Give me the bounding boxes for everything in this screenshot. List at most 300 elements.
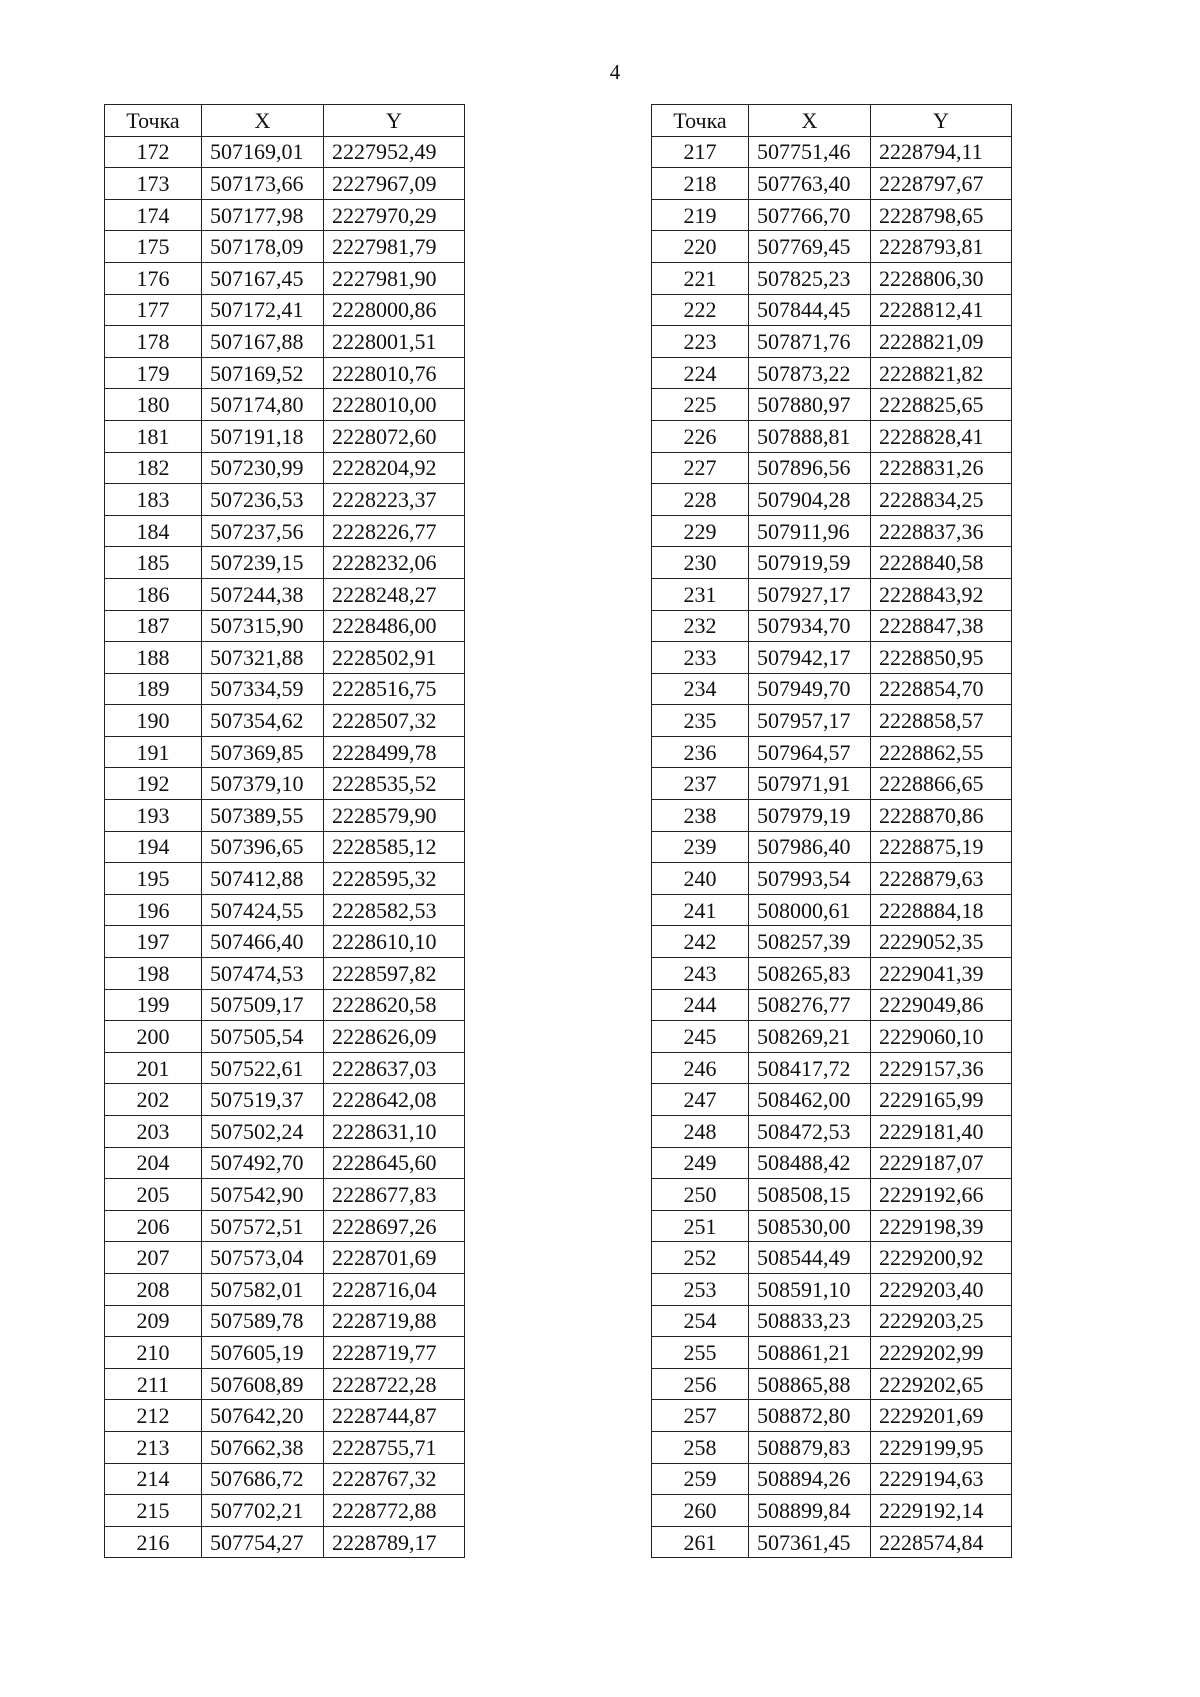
point-cell: 243 [652,958,749,990]
x-cell: 507825,23 [749,262,871,294]
table-row [105,515,465,547]
table-row [105,673,465,705]
x-cell: 507389,55 [202,800,324,832]
table-row [652,1242,1012,1274]
table-row [652,1463,1012,1495]
table-row [105,1179,465,1211]
x-cell: 507354,62 [202,705,324,737]
table-row [105,958,465,990]
x-cell: 507911,96 [749,515,871,547]
y-cell: 2228697,26 [324,1210,465,1242]
point-cell: 252 [652,1242,749,1274]
x-cell: 507522,61 [202,1052,324,1084]
point-cell: 196 [105,894,202,926]
point-cell: 236 [652,736,749,768]
table-row [652,673,1012,705]
x-cell: 507608,89 [202,1368,324,1400]
column-header-y: Y [871,105,1012,137]
x-cell: 507957,17 [749,705,871,737]
point-cell: 177 [105,294,202,326]
table-row [652,1305,1012,1337]
y-cell: 2227952,49 [324,136,465,168]
y-cell: 2228642,08 [324,1084,465,1116]
x-cell: 507244,38 [202,578,324,610]
x-cell: 507361,45 [749,1526,871,1558]
y-cell: 2228837,36 [871,515,1012,547]
y-cell: 2229198,39 [871,1210,1012,1242]
x-cell: 508833,23 [749,1305,871,1337]
x-cell: 507466,40 [202,926,324,958]
point-cell: 172 [105,136,202,168]
x-cell: 507605,19 [202,1337,324,1369]
x-cell: 507315,90 [202,610,324,642]
table-row [105,1052,465,1084]
x-cell: 507919,59 [749,547,871,579]
table-row [105,1400,465,1432]
y-cell: 2229201,69 [871,1400,1012,1432]
y-cell: 2228223,37 [324,484,465,516]
point-cell: 247 [652,1084,749,1116]
table-row [105,389,465,421]
point-cell: 195 [105,863,202,895]
table-row [105,1431,465,1463]
table-row [105,736,465,768]
x-cell: 507572,51 [202,1210,324,1242]
point-cell: 218 [652,168,749,200]
column-header-point: Точка [652,105,749,137]
table-row [652,1116,1012,1148]
y-cell: 2228072,60 [324,420,465,452]
x-cell: 507871,76 [749,326,871,358]
y-cell: 2228507,32 [324,705,465,737]
table-row [652,705,1012,737]
y-cell: 2228010,00 [324,389,465,421]
point-cell: 234 [652,673,749,705]
table-row [652,610,1012,642]
y-cell: 2228862,55 [871,736,1012,768]
y-cell: 2228847,38 [871,610,1012,642]
point-cell: 202 [105,1084,202,1116]
point-cell: 248 [652,1116,749,1148]
table-row [105,1210,465,1242]
point-cell: 188 [105,642,202,674]
table-row [652,989,1012,1021]
point-cell: 175 [105,231,202,263]
y-cell: 2228755,71 [324,1431,465,1463]
point-cell: 174 [105,199,202,231]
y-cell: 2228834,25 [871,484,1012,516]
point-cell: 238 [652,800,749,832]
x-cell: 507230,99 [202,452,324,484]
table-row [652,578,1012,610]
point-cell: 211 [105,1368,202,1400]
x-cell: 507167,88 [202,326,324,358]
table-row [652,294,1012,326]
point-cell: 212 [105,1400,202,1432]
point-cell: 207 [105,1242,202,1274]
table-row [105,547,465,579]
x-cell: 508508,15 [749,1179,871,1211]
point-cell: 224 [652,357,749,389]
y-cell: 2228001,51 [324,326,465,358]
table-row [652,168,1012,200]
x-cell: 507509,17 [202,989,324,1021]
y-cell: 2229187,07 [871,1147,1012,1179]
x-cell: 507505,54 [202,1021,324,1053]
y-cell: 2229203,40 [871,1273,1012,1305]
table-row [652,1273,1012,1305]
table-row [652,1400,1012,1432]
point-cell: 259 [652,1463,749,1495]
point-cell: 173 [105,168,202,200]
table-row [652,1179,1012,1211]
point-cell: 210 [105,1337,202,1369]
x-cell: 507763,40 [749,168,871,200]
table-row [652,800,1012,832]
point-cell: 190 [105,705,202,737]
point-cell: 192 [105,768,202,800]
x-cell: 508544,49 [749,1242,871,1274]
table-row [652,484,1012,516]
column-header-x: X [202,105,324,137]
table-row [105,294,465,326]
point-cell: 233 [652,642,749,674]
point-cell: 223 [652,326,749,358]
table-row [105,578,465,610]
y-cell: 2229203,25 [871,1305,1012,1337]
table-row [652,389,1012,421]
table-row [105,1021,465,1053]
table-row [105,1368,465,1400]
point-cell: 181 [105,420,202,452]
x-cell: 507379,10 [202,768,324,800]
x-cell: 507993,54 [749,863,871,895]
point-cell: 235 [652,705,749,737]
table-row [652,136,1012,168]
table-row [105,1116,465,1148]
y-cell: 2227981,90 [324,262,465,294]
x-cell: 507888,81 [749,420,871,452]
table-row [105,1242,465,1274]
y-cell: 2228798,65 [871,199,1012,231]
y-cell: 2228831,26 [871,452,1012,484]
y-cell: 2229202,65 [871,1368,1012,1400]
x-cell: 507424,55 [202,894,324,926]
point-cell: 205 [105,1179,202,1211]
x-cell: 508269,21 [749,1021,871,1053]
x-cell: 507519,37 [202,1084,324,1116]
x-cell: 507239,15 [202,547,324,579]
table-row [652,926,1012,958]
y-cell: 2229202,99 [871,1337,1012,1369]
x-cell: 508488,42 [749,1147,871,1179]
x-cell: 508530,00 [749,1210,871,1242]
y-cell: 2228620,58 [324,989,465,1021]
point-cell: 231 [652,578,749,610]
table-row [652,1147,1012,1179]
point-cell: 178 [105,326,202,358]
y-cell: 2229199,95 [871,1431,1012,1463]
point-cell: 237 [652,768,749,800]
y-cell: 2228812,41 [871,294,1012,326]
page-number: 4 [609,60,621,84]
y-cell: 2228574,84 [871,1526,1012,1558]
point-cell: 193 [105,800,202,832]
point-cell: 184 [105,515,202,547]
point-cell: 208 [105,1273,202,1305]
table-row [105,262,465,294]
point-cell: 209 [105,1305,202,1337]
y-cell: 2229194,63 [871,1463,1012,1495]
y-cell: 2228248,27 [324,578,465,610]
point-cell: 230 [652,547,749,579]
table-row [652,420,1012,452]
table-row [105,231,465,263]
x-cell: 507173,66 [202,168,324,200]
x-cell: 507904,28 [749,484,871,516]
y-cell: 2228716,04 [324,1273,465,1305]
y-cell: 2228789,17 [324,1526,465,1558]
table-row [652,768,1012,800]
x-cell: 507177,98 [202,199,324,231]
x-cell: 507979,19 [749,800,871,832]
x-cell: 507873,22 [749,357,871,389]
y-cell: 2228850,95 [871,642,1012,674]
table-row [105,199,465,231]
x-cell: 507582,01 [202,1273,324,1305]
y-cell: 2228595,32 [324,863,465,895]
y-cell: 2228232,06 [324,547,465,579]
x-cell: 507236,53 [202,484,324,516]
point-cell: 227 [652,452,749,484]
table-row [105,642,465,674]
x-cell: 508462,00 [749,1084,871,1116]
x-cell: 507662,38 [202,1431,324,1463]
x-cell: 507174,80 [202,389,324,421]
point-cell: 186 [105,578,202,610]
y-cell: 2229052,35 [871,926,1012,958]
x-cell: 508265,83 [749,958,871,990]
x-cell: 507589,78 [202,1305,324,1337]
x-cell: 507927,17 [749,578,871,610]
table-row [652,262,1012,294]
x-cell: 507169,52 [202,357,324,389]
table-row [652,1431,1012,1463]
y-cell: 2227981,79 [324,231,465,263]
y-cell: 2228204,92 [324,452,465,484]
x-cell: 507964,57 [749,736,871,768]
y-cell: 2227967,09 [324,168,465,200]
y-cell: 2228767,32 [324,1463,465,1495]
x-cell: 507334,59 [202,673,324,705]
x-cell: 507542,90 [202,1179,324,1211]
y-cell: 2228884,18 [871,894,1012,926]
point-cell: 253 [652,1273,749,1305]
y-cell: 2228744,87 [324,1400,465,1432]
y-cell: 2228866,65 [871,768,1012,800]
x-cell: 507573,04 [202,1242,324,1274]
table-row [652,1526,1012,1558]
table-row [652,736,1012,768]
table-row [105,1273,465,1305]
point-cell: 198 [105,958,202,990]
y-cell: 2229181,40 [871,1116,1012,1148]
y-cell: 2228516,75 [324,673,465,705]
y-cell: 2227970,29 [324,199,465,231]
point-cell: 179 [105,357,202,389]
table-row [105,1084,465,1116]
table-row [652,1021,1012,1053]
x-cell: 507492,70 [202,1147,324,1179]
x-cell: 508899,84 [749,1495,871,1527]
point-cell: 219 [652,199,749,231]
point-cell: 254 [652,1305,749,1337]
point-cell: 176 [105,262,202,294]
x-cell: 507949,70 [749,673,871,705]
table-row [105,831,465,863]
table-row [652,1495,1012,1527]
y-cell: 2228870,86 [871,800,1012,832]
table-row [105,800,465,832]
x-cell: 507702,21 [202,1495,324,1527]
point-cell: 246 [652,1052,749,1084]
x-cell: 507986,40 [749,831,871,863]
y-cell: 2228626,09 [324,1021,465,1053]
table-row [105,610,465,642]
table-row [105,168,465,200]
y-cell: 2229041,39 [871,958,1012,990]
point-cell: 215 [105,1495,202,1527]
y-cell: 2229049,86 [871,989,1012,1021]
y-cell: 2229192,14 [871,1495,1012,1527]
table-row [652,357,1012,389]
point-cell: 191 [105,736,202,768]
table-row [652,1052,1012,1084]
table-row [652,515,1012,547]
x-cell: 508894,26 [749,1463,871,1495]
x-cell: 507396,65 [202,831,324,863]
point-cell: 213 [105,1431,202,1463]
x-cell: 507474,53 [202,958,324,990]
table-row [652,547,1012,579]
x-cell: 507321,88 [202,642,324,674]
x-cell: 507172,41 [202,294,324,326]
table-row [652,863,1012,895]
y-cell: 2228486,00 [324,610,465,642]
point-cell: 261 [652,1526,749,1558]
table-row [652,958,1012,990]
y-cell: 2228825,65 [871,389,1012,421]
table-row [652,1368,1012,1400]
point-cell: 185 [105,547,202,579]
table-row [105,863,465,895]
point-cell: 260 [652,1495,749,1527]
y-cell: 2228879,63 [871,863,1012,895]
y-cell: 2228875,19 [871,831,1012,863]
y-cell: 2228677,83 [324,1179,465,1211]
y-cell: 2228610,10 [324,926,465,958]
x-cell: 507934,70 [749,610,871,642]
x-cell: 507642,20 [202,1400,324,1432]
x-cell: 508000,61 [749,894,871,926]
y-cell: 2228719,88 [324,1305,465,1337]
x-cell: 507369,85 [202,736,324,768]
x-cell: 507971,91 [749,768,871,800]
table-row [105,1305,465,1337]
coordinates-table-left [104,104,465,1558]
table-row [105,1463,465,1495]
table-row [105,1147,465,1179]
x-cell: 507751,46 [749,136,871,168]
x-cell: 507412,88 [202,863,324,895]
point-cell: 256 [652,1368,749,1400]
point-cell: 228 [652,484,749,516]
table-header-row [105,105,465,137]
point-cell: 222 [652,294,749,326]
x-cell: 508257,39 [749,926,871,958]
x-cell: 507502,24 [202,1116,324,1148]
y-cell: 2228858,57 [871,705,1012,737]
table-header-row [652,105,1012,137]
table-row [652,231,1012,263]
y-cell: 2228806,30 [871,262,1012,294]
y-cell: 2228840,58 [871,547,1012,579]
x-cell: 507178,09 [202,231,324,263]
x-cell: 508865,88 [749,1368,871,1400]
y-cell: 2228000,86 [324,294,465,326]
table-row [652,894,1012,926]
point-cell: 249 [652,1147,749,1179]
table-row [105,484,465,516]
y-cell: 2229157,36 [871,1052,1012,1084]
x-cell: 508861,21 [749,1337,871,1369]
point-cell: 251 [652,1210,749,1242]
point-cell: 239 [652,831,749,863]
point-cell: 203 [105,1116,202,1148]
y-cell: 2228631,10 [324,1116,465,1148]
table-row [105,326,465,358]
point-cell: 217 [652,136,749,168]
y-cell: 2228645,60 [324,1147,465,1179]
point-cell: 180 [105,389,202,421]
x-cell: 507896,56 [749,452,871,484]
point-cell: 206 [105,1210,202,1242]
y-cell: 2228582,53 [324,894,465,926]
x-cell: 507942,17 [749,642,871,674]
table-row [105,452,465,484]
y-cell: 2228502,91 [324,642,465,674]
point-cell: 201 [105,1052,202,1084]
y-cell: 2228585,12 [324,831,465,863]
x-cell: 508872,80 [749,1400,871,1432]
table-row [105,926,465,958]
point-cell: 225 [652,389,749,421]
x-cell: 508879,83 [749,1431,871,1463]
y-cell: 2228579,90 [324,800,465,832]
table-row [105,357,465,389]
point-cell: 244 [652,989,749,1021]
y-cell: 2228821,82 [871,357,1012,389]
y-cell: 2228821,09 [871,326,1012,358]
x-cell: 508472,53 [749,1116,871,1148]
table-row [105,894,465,926]
point-cell: 250 [652,1179,749,1211]
column-header-x: X [749,105,871,137]
x-cell: 507769,45 [749,231,871,263]
y-cell: 2228854,70 [871,673,1012,705]
y-cell: 2229192,66 [871,1179,1012,1211]
x-cell: 507754,27 [202,1526,324,1558]
